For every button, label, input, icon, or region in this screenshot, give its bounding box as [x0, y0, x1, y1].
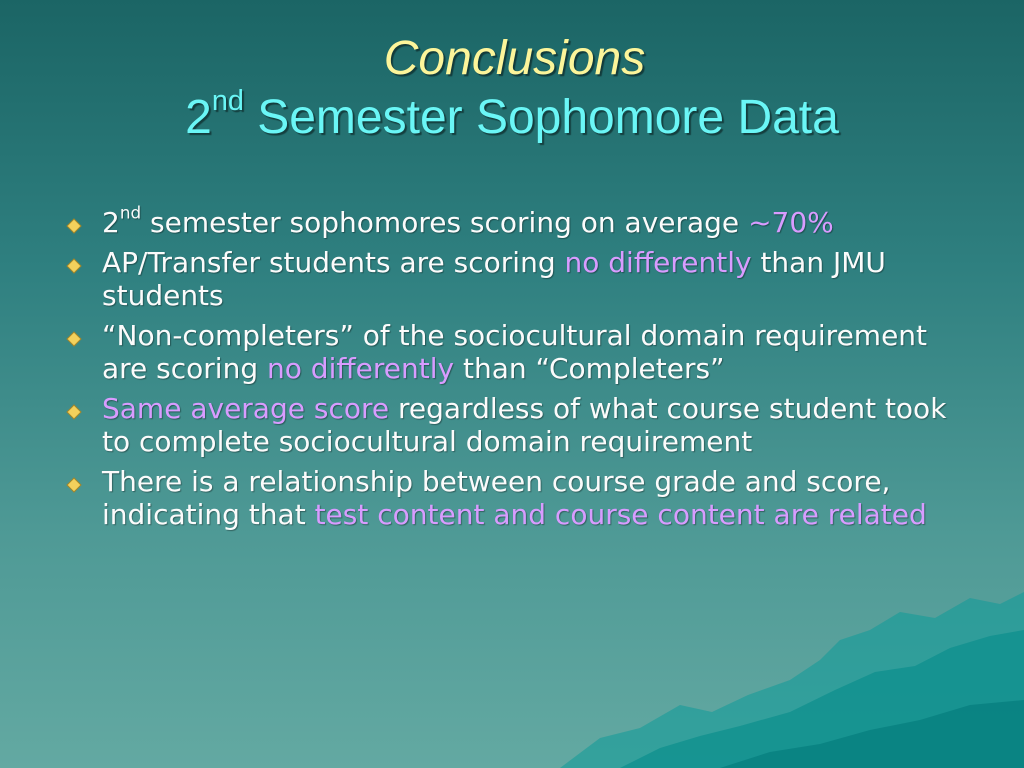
bullet-text	[102, 465, 962, 531]
bullet-2-highlight: no differently	[564, 246, 752, 279]
bullet-text	[102, 202, 962, 239]
bullet-3-highlight: no differently	[267, 352, 455, 385]
slide-title	[0, 30, 1024, 148]
bullet-1-superscript: nd	[119, 202, 142, 223]
diamond-bullet-icon	[66, 258, 82, 274]
diamond-bullet-icon	[66, 218, 82, 234]
bullet-1-text: semester sophomores scoring on average	[141, 206, 749, 239]
bullet-item	[62, 319, 962, 385]
bullet-4-text: regardless of what course student took to complete sociocultural domain requirement	[102, 392, 947, 458]
bullet-item	[62, 465, 962, 531]
bullet-item	[62, 392, 962, 458]
bullet-1-highlight: ~70%	[748, 206, 834, 239]
bullet-text	[102, 392, 962, 458]
bullet-4-highlight: Same average score	[102, 392, 390, 425]
bullet-text	[102, 319, 962, 385]
bullet-item	[62, 246, 962, 312]
bullet-2-text-end: than JMU students	[102, 246, 886, 312]
bullet-3-text: “Non-completers” of the sociocultural domain requirement are scoring	[102, 319, 928, 385]
bullet-5-highlight: test content and course content are related	[314, 498, 927, 531]
title-line-1: Conclusions	[383, 32, 646, 85]
title-line-2-text: Semester Sophomore Data	[243, 91, 839, 144]
bullet-item	[62, 202, 962, 239]
bullet-1-prefix: 2	[102, 206, 120, 239]
title-line-2-superscript: nd	[211, 84, 244, 117]
bullet-3-text-end: than “Completers”	[454, 352, 725, 385]
title-line-2	[0, 84, 1024, 148]
bullet-text	[102, 246, 962, 312]
diamond-bullet-icon	[66, 477, 82, 493]
bullet-2-text: AP/Transfer students are scoring	[102, 246, 565, 279]
title-line-2-prefix: 2	[185, 91, 212, 144]
diamond-bullet-icon	[66, 331, 82, 347]
bullet-list	[62, 202, 962, 538]
bullet-5-text: There is a relationship between course grade and score, indicating that	[102, 465, 891, 531]
diamond-bullet-icon	[66, 404, 82, 420]
